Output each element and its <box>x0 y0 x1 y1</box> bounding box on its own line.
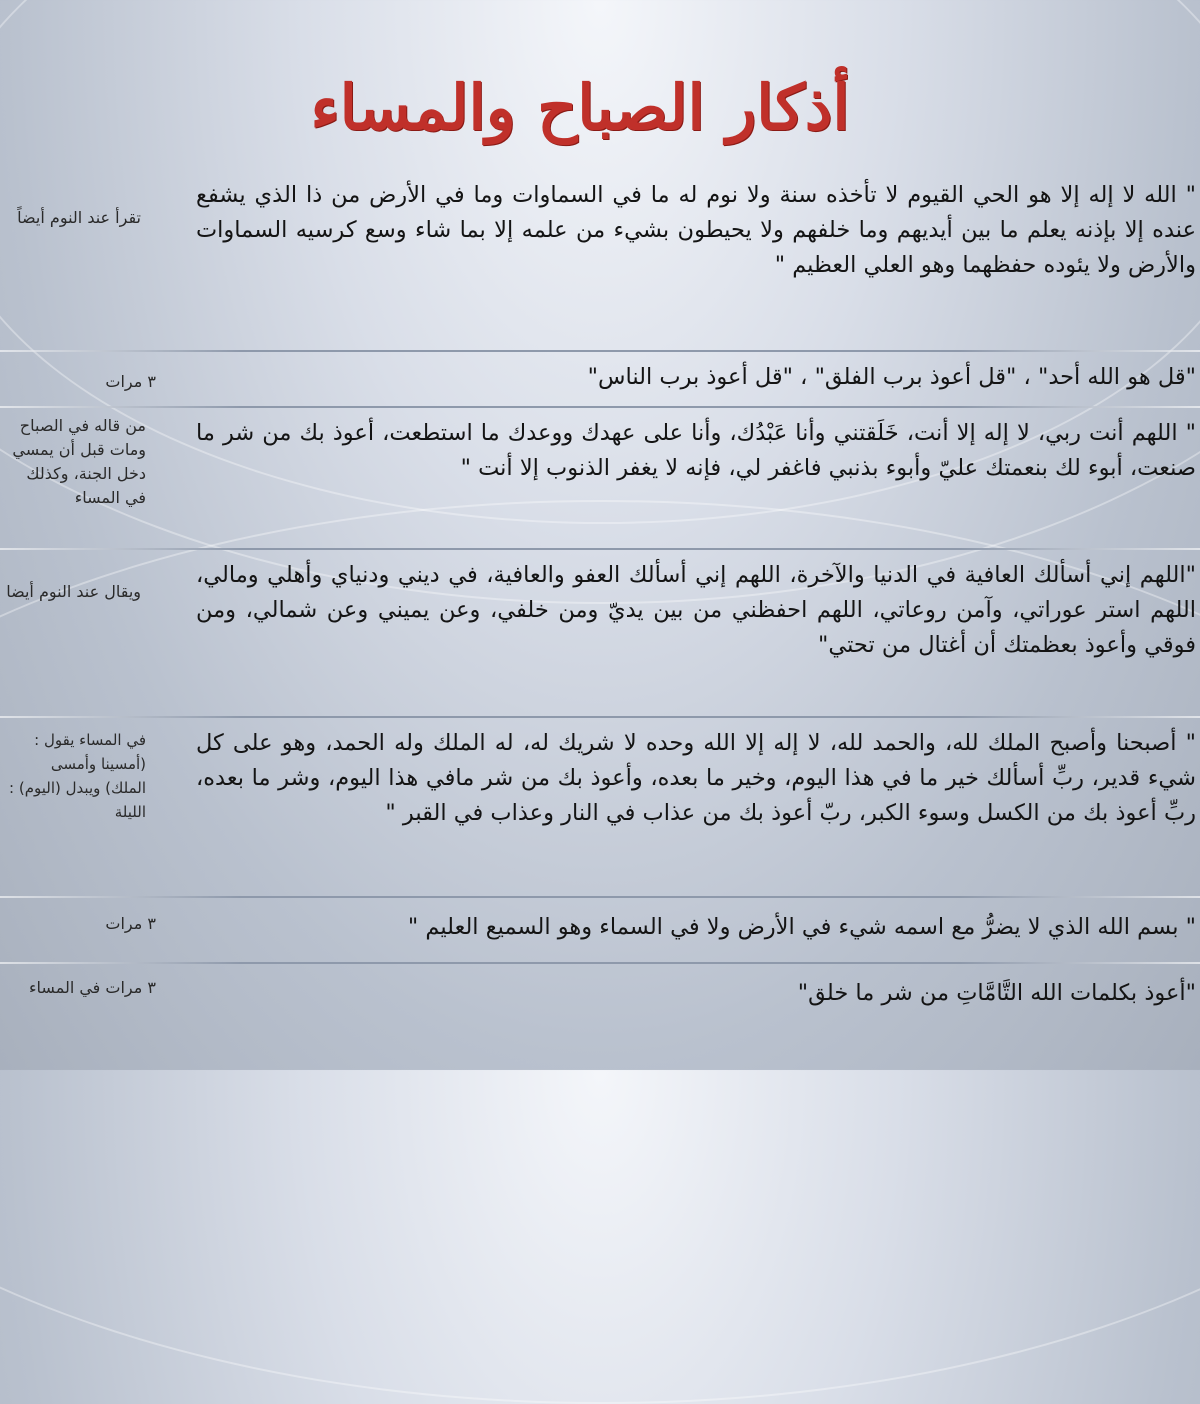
dhikr-text: "اللهم إني أسألك العافية في الدنيا والآخرة، اللهم إني أسألك العفو والعافية، في ديني ودنياي وأهلي ومالي، اللهم استر عوراتي، وآمن روعاتي، اللهم احفظني من بين يديّ ومن خلفي، وعن يميني وعن شمالي، ومن فوقي وأعوذ بعظمتك أن أغتال من تحتي" <box>196 562 1196 658</box>
dhikr-row <box>0 896 1200 962</box>
page-title: أذكار الصباح والمساء <box>310 71 850 144</box>
row-divider <box>0 350 1200 352</box>
dhikr-note: ٣ مرات في المساء <box>29 978 156 997</box>
dhikr-row <box>0 350 1200 406</box>
row-divider <box>0 406 1200 408</box>
row-divider <box>0 716 1200 718</box>
row-divider <box>0 896 1200 898</box>
dhikr-row <box>0 962 1200 1062</box>
dhikr-note: ويقال عند النوم أيضا <box>6 582 141 601</box>
dhikr-note: في المساء يقول : (أمسينا وأمسى الملك) ويبدل (اليوم) : الليلة <box>9 731 146 821</box>
dhikr-text: " الله لا إله إلا هو الحي القيوم لا تأخذه سنة ولا نوم له ما في السماوات وما في الأرض من ذا الذي يشفع عنده إلا بإذنه يعلم ما بين أيديهم وما خلفهم ولا يحيطون بشيء من علمه إلا بما شاء وسع كرسيه السماوات والأرض ولا يئوده حفظهما وهو العلي العظيم " <box>196 182 1196 278</box>
row-divider <box>0 962 1200 964</box>
dhikr-text: "قل هو الله أحد" ، "قل أعوذ برب الفلق" ، "قل أعوذ برب الناس" <box>587 364 1196 390</box>
dhikr-row <box>0 406 1200 548</box>
dhikr-text: " أصبحنا وأصبح الملك لله، والحمد لله، لا إله إلا الله وحده لا شريك له، له الملك وله الحمد، وهو على كل شيء قدير، ربِّ أسألك خير ما في هذا اليوم، وخير ما بعده، وأعوذ بك من شر مافي هذا اليوم، وشر ما بعده، ربِّ أعوذ بك من الكسل وسوء الكبر، ربّ أعوذ بك من عذاب في النار وعذاب في القبر " <box>196 730 1196 826</box>
dhikr-row <box>0 716 1200 896</box>
dhikr-text: " اللهم أنت ربي، لا إله إلا أنت، خَلَقتني وأنا عَبْدُك، وأنا على عهدك ووعدك ما استطعت، أعوذ بك من شر ما صنعت، أبوء لك بنعمتك عليّ وأبوء بذنبي فاغفر لي، فإنه لا يغفر الذنوب إلا أنت " <box>196 420 1196 481</box>
dhikr-note: من قاله في الصباح ومات قبل أن يمسي دخل الجنة، وكذلك في المساء <box>12 416 146 507</box>
dhikr-text: "أعوذ بكلمات الله التَّامَّاتِ من شر ما خلق" <box>797 980 1196 1006</box>
dhikr-row <box>0 172 1200 350</box>
dhikr-note: ٣ مرات <box>105 914 156 933</box>
dhikr-note: ٣ مرات <box>105 372 156 391</box>
row-divider <box>0 548 1200 550</box>
dhikr-note: تقرأ عند النوم أيضاً <box>17 208 141 227</box>
dhikr-row <box>0 548 1200 716</box>
dhikr-text: " بسم الله الذي لا يضرُّ مع اسمه شيء في الأرض ولا في السماء وهو السميع العليم " <box>407 914 1196 940</box>
